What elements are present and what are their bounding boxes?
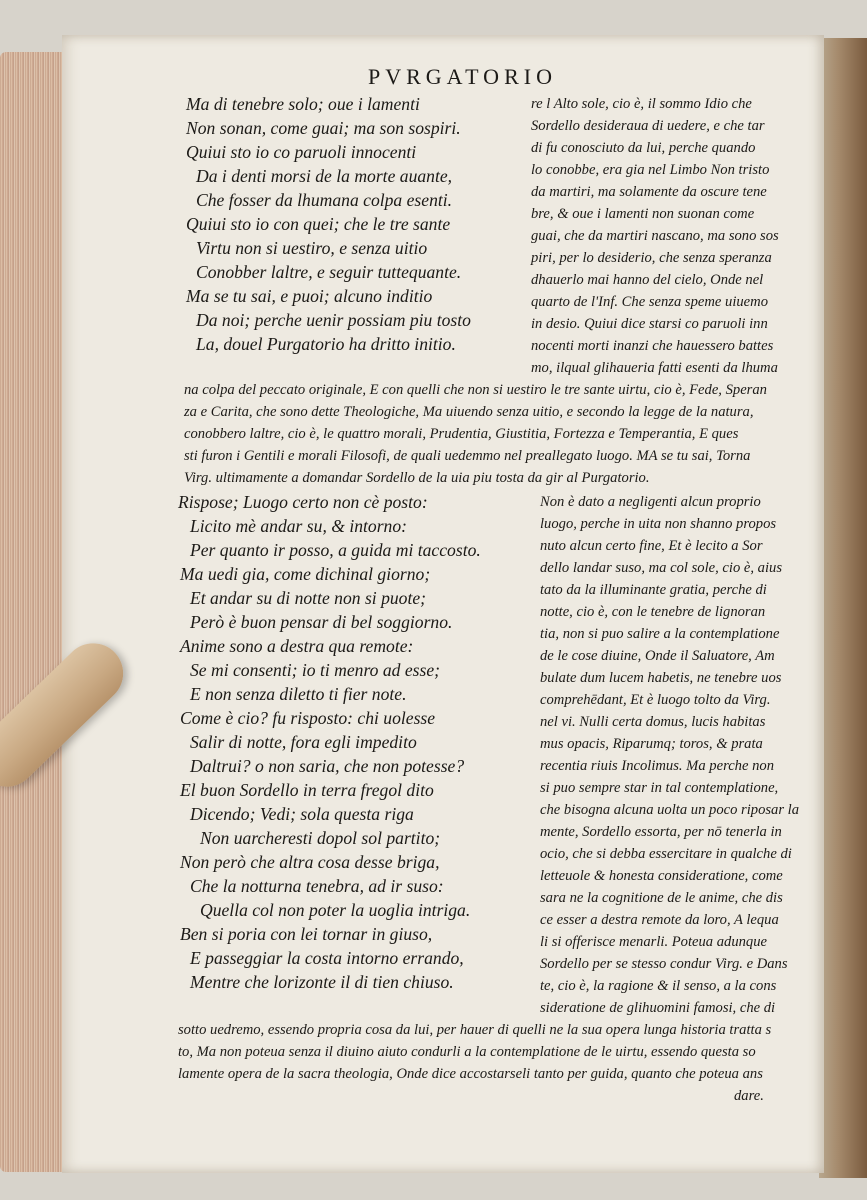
commentary-line: si puo sempre star in tal contemplatione,: [540, 780, 779, 796]
verse-line: Per quanto ir posso, a guida mi taccosto.: [190, 540, 481, 560]
verse-line: Quiui sto io con quei; che le tre sante: [186, 214, 451, 234]
commentary-line: tato da la illuminante gratia, perche di: [540, 582, 767, 598]
verse-line: Quella col non poter la uoglia intriga.: [200, 900, 471, 920]
verse-line: Salir di notte, fora egli impedito: [190, 732, 417, 752]
verse-line: Et andar su di notte non si puote;: [190, 588, 427, 608]
commentary-line: comprehēdant, Et è luogo tolto da Virg.: [540, 692, 771, 708]
commentary-line: ce esser a destra remote da loro, A lequa: [540, 912, 779, 928]
commentary-line: piri, per lo desiderio, che senza speranza: [531, 250, 772, 266]
verse-line: Da i denti morsi de la morte auante,: [196, 166, 453, 186]
commentary-line: recentia riuis Incolimus. Ma perche non: [540, 758, 774, 774]
commentary-line: Sordello desideraua di uedere, e che tar: [531, 118, 765, 134]
verse-line: Virtu non si uestiro, e senza uitio: [196, 238, 428, 258]
commentary-line: quarto de l'Inf. Che senza speme uiuemo: [531, 294, 768, 310]
verse-line: Licito mè andar su, & intorno:: [190, 516, 407, 536]
commentary-line: bulate dum lucem habetis, ne tenebre uos: [540, 670, 782, 686]
verse-line: El buon Sordello in terra fregol dito: [180, 780, 434, 800]
commentary-line: ocio, che si debba essercitare in qualche di: [540, 846, 792, 862]
commentary-line: sti furon i Gentili e morali Filosofi, de quali uedemmo nel preallegato luogo. MA se tu sai, Torna: [184, 448, 751, 464]
verse-line: Non però che altra cosa desse briga,: [180, 852, 440, 872]
verse-line: Da noi; perche uenir possiam piu tosto: [196, 310, 471, 330]
verse-line: Ben si poria con lei tornar in giuso,: [180, 924, 433, 944]
commentary-line: di fu conosciuto da lui, perche quando: [531, 140, 756, 156]
verse-line: Non sonan, come guai; ma son sospiri.: [186, 118, 461, 138]
verse-line: Dicendo; Vedi; sola questa riga: [190, 804, 414, 824]
commentary-line: li si offerisce menarli. Poteua adunque: [540, 934, 767, 950]
commentary-line: sotto uedremo, essendo propria cosa da lui, per hauer di quelli ne la sua opera lunga historia tratta s: [178, 1022, 772, 1038]
verse-line: E passeggiar la costa intorno errando,: [190, 948, 464, 968]
commentary-line: da martiri, ma solamente da oscure tene: [531, 184, 767, 200]
verse-line: Però è buon pensar di bel soggiorno.: [190, 612, 453, 632]
running-head: PVRGATORIO: [368, 64, 557, 89]
verse-line: Come è cio? fu risposto: chi uolesse: [180, 708, 436, 728]
verse-line: Che la notturna tenebra, ad ir suso:: [190, 876, 444, 896]
verse-line: Conobber laltre, e seguir tuttequante.: [196, 262, 462, 282]
commentary-line: nel vi. Nulli certa domus, lucis habitas: [540, 714, 766, 730]
commentary-line: dello landar suso, ma col sole, cio è, aius: [540, 560, 782, 576]
commentary-line: lamente opera de la sacra theologia, Onde dice accostarseli tanto per guida, quanto che poteua ans: [178, 1066, 763, 1082]
commentary-line: guai, che da martiri nascano, ma sono sos: [531, 228, 779, 244]
commentary-line: Sordello per se stesso condur Virg. e Dans: [540, 956, 788, 972]
commentary-line: re l Alto sole, cio è, il sommo Idio che: [531, 96, 752, 112]
verse-line: Mentre che lorizonte il di tien chiuso.: [190, 972, 454, 992]
commentary-line: sara ne la cognitione de le anime, che dis: [540, 890, 783, 906]
verse-line: Che fosser da lhumana colpa esenti.: [196, 190, 453, 210]
commentary-line: dare.: [734, 1088, 764, 1104]
commentary-line: luogo, perche in uita non shanno propos: [540, 516, 777, 532]
commentary-line: in desio. Quiui dice starsi co paruoli inn: [531, 316, 768, 332]
book-page-edges: [0, 52, 70, 1172]
verse-line: Ma uedi gia, come dichinal giorno;: [180, 564, 431, 584]
commentary-line: lo conobbe, era gia nel Limbo Non tristo: [531, 162, 770, 178]
verse-line: Daltrui? o non saria, che non potesse?: [190, 756, 465, 776]
verse-line: Non uarcheresti dopol sol partito;: [200, 828, 441, 848]
commentary-line: to, Ma non poteua senza il diuino aiuto condurli a la contemplatione de le uirtu, essendo questa so: [178, 1044, 756, 1060]
verse-line: Ma se tu sai, e puoi; alcuno inditio: [186, 286, 433, 306]
commentary-line: sideratione de glihuomini famosi, che di: [540, 1000, 776, 1016]
commentary-line: che bisogna alcuna uolta un poco riposar la: [540, 802, 800, 818]
verse-line: Se mi consenti; io ti menro ad esse;: [190, 660, 441, 680]
commentary-line: mo, ilqual glihaueria fatti esenti da lhuma: [531, 360, 778, 376]
commentary-line: mente, Sordello essorta, per nō tenerla in: [540, 824, 782, 840]
commentary-line: de le cose diuine, Onde il Saluatore, Am: [540, 648, 775, 664]
commentary-line: mus opacis, Riparumq; toros, & prata: [540, 736, 763, 752]
commentary-line: tia, non si puo salire a la contemplatione: [540, 626, 780, 642]
verse-line: La, douel Purgatorio ha dritto initio.: [196, 334, 456, 354]
commentary-line: Virg. ultimamente a domandar Sordello de la uia piu tosta da gir al Purgatorio.: [184, 470, 650, 486]
verse-line: E non senza diletto ti fier note.: [190, 684, 407, 704]
commentary-line: na colpa del peccato originale, E con quelli che non si uestiro le tre sante uirtu, cio è, Fede, Speran: [184, 382, 767, 398]
verse-line: Quiui sto io co paruoli innocenti: [186, 142, 417, 162]
verse-line: Rispose; Luogo certo non cè posto:: [178, 492, 428, 512]
verse-line: Ma di tenebre solo; oue i lamenti: [186, 94, 420, 114]
commentary-line: nocenti morti inanzi che hauessero battes: [531, 338, 774, 354]
commentary-line: bre, & oue i lamenti non suonan come: [531, 206, 755, 222]
commentary-line: Non è dato a negligenti alcun proprio: [540, 494, 761, 510]
commentary-line: dhauerlo mai hanno del cielo, Onde nel: [531, 272, 764, 288]
commentary-line: conobbero laltre, cio è, le quattro morali, Prudentia, Giustitia, Fortezza e Temperantia, E ques: [184, 426, 739, 442]
commentary-line: notte, cio è, con le tenebre de lignoran: [540, 604, 766, 620]
commentary-line: za e Carita, che sono dette Theologiche, Ma uiuendo senza uitio, e secondo la legge de la natura,: [184, 404, 754, 420]
commentary-line: letteuole & honesta consideratione, come: [540, 868, 783, 884]
commentary-line: te, cio è, la ragione & il senso, a la cons: [540, 978, 777, 994]
book-cover-right: [819, 38, 867, 1178]
commentary-line: nuto alcun certo fine, Et è lecito a Sor: [540, 538, 763, 554]
verse-line: Anime sono a destra qua remote:: [180, 636, 414, 656]
